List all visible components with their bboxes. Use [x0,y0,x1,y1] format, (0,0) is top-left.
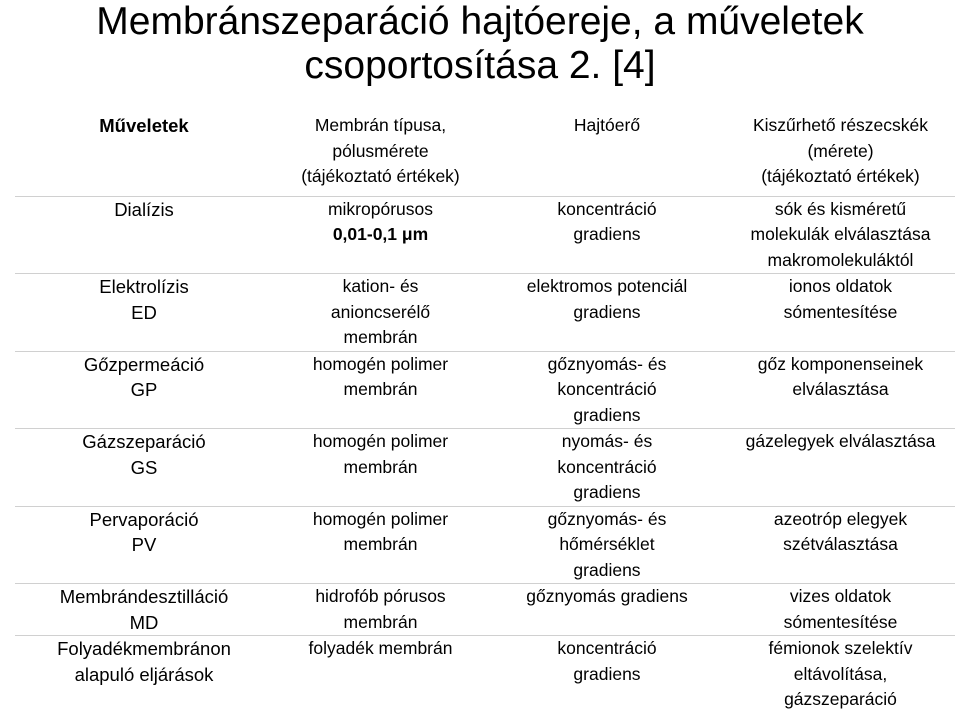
cell-driving-force [488,274,726,352]
cell-particles [726,636,955,716]
cell-driving-force [488,196,726,274]
operations-table [15,113,955,716]
cell-driving-force [488,351,726,429]
cell-operation [15,196,273,274]
header-membrane-line: (tájékoztató értékek) [301,166,460,186]
cell-driving-force [488,636,726,716]
cell-line: gradiens [573,301,641,322]
header-particles [726,113,955,196]
cell-line: GP [130,379,158,400]
cell-line: membrán [343,534,418,554]
table-row [15,429,955,507]
cell-line: koncentráció [557,638,657,658]
header-operation-line: Műveletek [99,115,189,136]
cell-driving-force [488,429,726,507]
cell-line: gőznyomás gradiens [526,586,688,606]
cell-line: elválasztása [792,379,889,399]
cell-operation [15,584,273,636]
header-driving-force-line: Hajtóerő [573,115,641,135]
cell-line: sómentesítése [783,611,898,632]
cell-particles [726,506,955,584]
cell-membrane [273,196,488,274]
cell-line: hőmérséklet [559,534,655,554]
table-row [15,274,955,352]
slide-title-line-2: csoportosítása 2. [4] [304,44,656,87]
cell-line: membrán [343,379,418,399]
header-membrane [273,113,488,196]
cell-line: gradiens [573,663,641,684]
cell-line: Pervaporáció [89,508,199,530]
cell-line: gradiens [573,559,641,580]
header-membrane-line: pólusmérete [332,140,429,161]
header-operation [15,113,273,196]
cell-line: nyomás- és [561,431,653,451]
cell-line: sómentesítése [783,301,898,322]
cell-line: gőznyomás- és [547,353,667,374]
cell-line: gradiens [573,224,641,244]
table-row [15,506,955,584]
cell-line: koncentráció [557,456,657,477]
cell-line: hidrofób pórusos [315,586,446,606]
cell-membrane [273,506,488,584]
cell-membrane [273,351,488,429]
cell-line: gázelegyek elválasztása [745,431,936,451]
table-row [15,584,955,636]
cell-line: Gőzpermeáció [83,353,205,375]
cell-operation [15,506,273,584]
cell-line: folyadék membrán [308,638,453,658]
header-driving-force [488,113,726,196]
cell-line: gradiens [573,482,641,502]
cell-particles [726,429,955,507]
cell-operation [15,274,273,352]
cell-line: ED [131,301,157,323]
cell-particles [726,274,955,352]
cell-line: ionos oldatok [788,276,893,296]
cell-line: Folyadékmembránon [57,638,231,659]
cell-line: szétválasztása [783,534,898,554]
cell-line: mikropórusos [327,198,434,219]
cell-line: molekulák elválasztása [750,224,931,244]
table-row [15,351,955,429]
header-particles-line: Kiszűrhető részecskék [752,115,929,135]
slide-title-line-1: Membránszeparáció hajtóereje, a műveletek [96,0,864,43]
cell-operation [15,429,273,507]
cell-line: alapuló eljárások [74,663,214,685]
cell-operation [15,636,273,716]
cell-line: kation- és [342,276,419,296]
cell-line: Elektrolízis [99,276,189,297]
cell-line: membrán [343,327,418,347]
table-row [15,196,955,274]
cell-line: fémionok szelektív [768,638,913,658]
cell-membrane [273,429,488,507]
cell-membrane [273,636,488,716]
cell-line: gradiens [573,404,641,425]
cell-line: makromolekuláktól [767,249,914,270]
cell-line: Dialízis [114,198,174,220]
header-membrane-line: Membrán típusa, [314,115,447,135]
cell-line: anioncserélő [330,301,431,322]
cell-line: membrán [343,456,418,477]
cell-line: vizes oldatok [789,586,892,606]
cell-line: koncentráció [557,198,657,219]
cell-line: eltávolítása, [793,663,888,684]
table-row [15,636,955,716]
cell-line: 0,01-0,1 μm [332,224,429,244]
cell-line: PV [131,534,157,555]
cell-particles [726,196,955,274]
cell-line: MD [129,611,159,633]
cell-line: membrán [343,611,418,632]
table-header-row [15,113,955,196]
cell-line: Membrándesztilláció [59,586,229,607]
cell-line: sók és kisméretű [774,198,907,219]
cell-line: gázszeparáció [784,689,897,709]
cell-driving-force [488,506,726,584]
cell-line: homogén polimer [312,353,449,374]
header-particles-line: (tájékoztató értékek) [761,166,920,186]
cell-line: elektromos potenciál [526,276,688,296]
cell-line: gőz komponenseinek [757,353,924,374]
cell-line: azeotróp elegyek [773,508,908,529]
slide-title [0,0,960,88]
cell-line: koncentráció [557,379,657,399]
cell-particles [726,584,955,636]
cell-driving-force [488,584,726,636]
cell-line: GS [130,456,158,478]
cell-line: gőznyomás- és [547,508,667,529]
header-particles-line: (mérete) [807,140,874,161]
cell-particles [726,351,955,429]
cell-membrane [273,584,488,636]
cell-operation [15,351,273,429]
cell-membrane [273,274,488,352]
cell-line: Gázszeparáció [82,431,206,452]
cell-line: homogén polimer [312,508,449,529]
cell-line: homogén polimer [312,431,449,451]
